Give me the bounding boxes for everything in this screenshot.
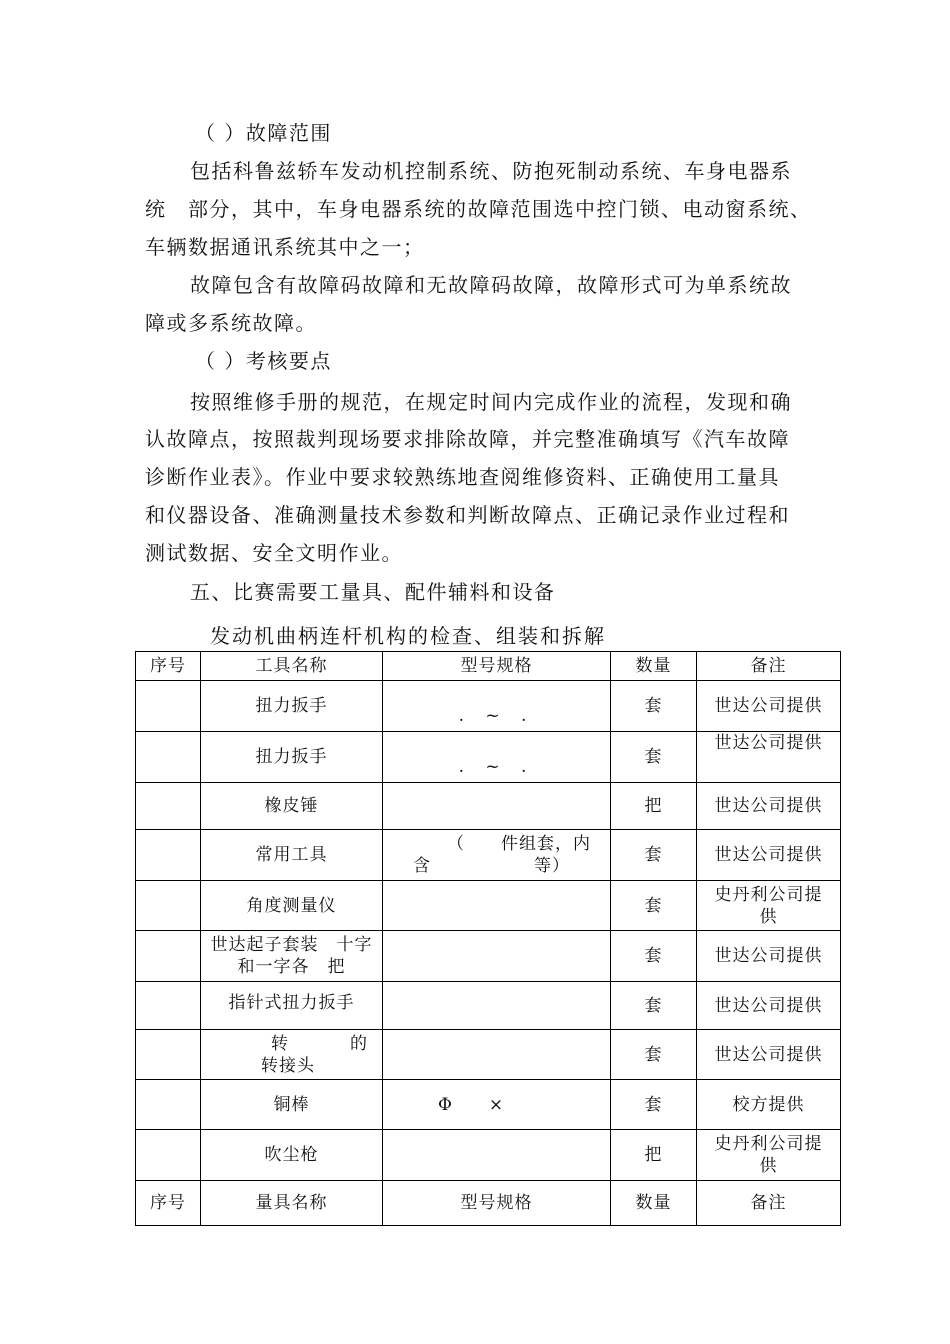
spec-part: 等） (534, 856, 570, 876)
cell-note (697, 1130, 841, 1181)
cell-no (136, 1030, 201, 1080)
paragraph-line: 车辆数据通讯系统其中之一； (145, 235, 425, 259)
cell-name: 吹尘枪 (201, 1130, 383, 1181)
cell-qty: 套 (611, 732, 697, 783)
header-cell: 序号 (136, 652, 201, 681)
cell-no (136, 732, 201, 783)
cell-no (136, 1080, 201, 1130)
cell-spec (383, 681, 611, 732)
header-cell: 型号规格 (383, 652, 611, 681)
cell-qty: 套 (611, 1080, 697, 1130)
table-row (136, 732, 841, 783)
header-cell: 工具名称 (201, 652, 383, 681)
table-header-row (136, 652, 841, 681)
cell-note: 校方提供 (697, 1080, 841, 1130)
paragraph-line: 包括科鲁兹轿车发动机控制系统、防抱死制动系统、车身电器系 (190, 159, 792, 183)
cell-no (136, 681, 201, 732)
cell-no (136, 1130, 201, 1181)
cell-qty: 套 (611, 931, 697, 982)
cell-note: 世达公司提供 (697, 783, 841, 830)
cell-note: 世达公司提供 (697, 982, 841, 1030)
table-row (136, 1030, 841, 1080)
note-line: 史丹利公司提 (714, 884, 823, 905)
cell-note: 世达公司提供 (697, 1030, 841, 1080)
table-row (136, 1080, 841, 1130)
section-heading-assessment: （ ）考核要点 (195, 349, 332, 373)
note-line: 供 (759, 1156, 778, 1176)
paragraph-line: 诊断作业表》。作业中要求较熟练地查阅维修资料、正确使用工量具 (145, 465, 780, 489)
table-row (136, 982, 841, 1030)
cell-note (697, 881, 841, 931)
header-cell: 数量 (611, 1181, 697, 1226)
spec-text: . ~ . (458, 757, 535, 777)
table-subheader-row (136, 1181, 841, 1226)
cell-spec: Φ × (383, 1080, 611, 1130)
cell-no (136, 982, 201, 1030)
cell-note: 世达公司提供 (697, 732, 841, 783)
spec-part: 含 (413, 856, 431, 876)
cell-note: 世达公司提供 (697, 830, 841, 881)
header-cell: 备注 (697, 652, 841, 681)
section-heading-fault-scope: （ ）故障范围 (195, 121, 332, 145)
cell-qty: 套 (611, 1030, 697, 1080)
table-title: 发动机曲柄连杆机构的检查、组装和拆解 (210, 624, 606, 648)
name-line: 转接头 (261, 1055, 315, 1076)
table-row (136, 881, 841, 931)
paragraph-line: 按照维修手册的规范，在规定时间内完成作业的流程，发现和确 (190, 390, 792, 414)
cell-qty: 把 (611, 783, 697, 830)
header-cell: 量具名称 (201, 1181, 383, 1226)
cell-name: 扭力扳手 (201, 681, 383, 732)
cell-name: 常用工具 (201, 830, 383, 881)
cell-name: 铜棒 (201, 1080, 383, 1130)
table-row (136, 783, 841, 830)
name-line: 世达起子套装 十字 (210, 935, 373, 955)
cell-qty: 套 (611, 982, 697, 1030)
table-row (136, 830, 841, 881)
cell-name (201, 1030, 383, 1080)
cell-spec (383, 1130, 611, 1181)
paragraph-line: 统 部分，其中，车身电器系统的故障范围选中控门锁、电动窗系统、 (145, 197, 812, 221)
cell-no (136, 783, 201, 830)
paragraph-line: 故障包含有故障码故障和无故障码故障，故障形式可为单系统故 (190, 273, 792, 297)
header-cell: 型号规格 (383, 1181, 611, 1226)
cell-qty: 把 (611, 1130, 697, 1181)
table-row (136, 1130, 841, 1181)
cell-spec (383, 732, 611, 783)
paragraph-line: 测试数据、安全文明作业。 (145, 541, 403, 565)
cell-name: 指针式扭力扳手 (201, 982, 383, 1030)
note-line: 供 (759, 906, 778, 927)
cell-name: 角度测量仪 (201, 881, 383, 931)
cell-note: 世达公司提供 (697, 681, 841, 732)
cell-no (136, 881, 201, 931)
cell-no (136, 931, 201, 982)
cell-name (201, 931, 383, 982)
paragraph-line: 和仪器设备、准确测量技术参数和判断故障点、正确记录作业过程和 (145, 503, 790, 527)
paragraph-line: 认故障点，按照裁判现场要求排除故障，并完整准确填写《汽车故障 (145, 427, 790, 451)
name-part: 转 (271, 1033, 289, 1054)
table-row (136, 681, 841, 732)
cell-name: 橡皮锤 (201, 783, 383, 830)
table-row (136, 931, 841, 982)
note-line: 史丹利公司提 (714, 1134, 823, 1154)
header-cell: 备注 (697, 1181, 841, 1226)
spec-line: （ 件组套，内 (447, 834, 591, 854)
header-cell: 序号 (136, 1181, 201, 1226)
cell-qty: 套 (611, 881, 697, 931)
cell-qty: 套 (611, 681, 697, 732)
cell-spec (383, 783, 611, 830)
name-line: 和一字各 把 (237, 957, 346, 977)
cell-spec (383, 830, 611, 881)
cell-spec (383, 881, 611, 931)
name-part: 的 (350, 1033, 368, 1054)
cell-name: 扭力扳手 (201, 732, 383, 783)
cell-note: 世达公司提供 (697, 931, 841, 982)
spec-line (387, 855, 606, 877)
header-cell: 数量 (611, 652, 697, 681)
section-heading-equipment: 五、比赛需要工量具、配件辅料和设备 (190, 580, 556, 604)
cell-spec (383, 982, 611, 1030)
paragraph-line: 障或多系统故障。 (145, 311, 317, 335)
spec-text: . ~ . (458, 706, 535, 726)
cell-spec (383, 1030, 611, 1080)
cell-spec (383, 931, 611, 982)
cell-qty: 套 (611, 830, 697, 881)
equipment-table (135, 651, 841, 1226)
cell-no (136, 830, 201, 881)
name-line (205, 1033, 378, 1055)
